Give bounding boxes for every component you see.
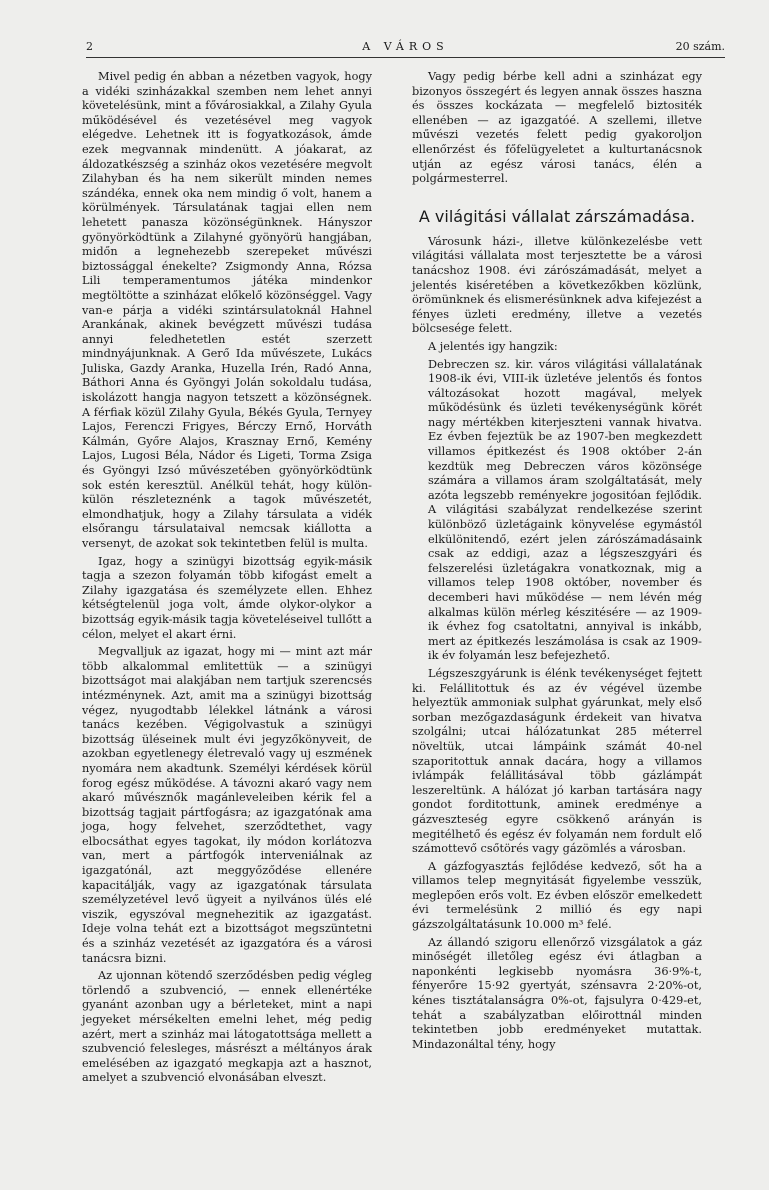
report-paragraph: Légszeszgyárunk is élénk tevékenységet fejtett ki. Felállitottuk és az év végével üzembe helyeztük ammoniak sulphat gyárunkat, mely első sorban mezőgazdaságunk érdekeit van hivatva szolgálni; utcai hálózatunkat 285 méterrel növeltük, utcai lámpáink számát 40-nel szaporitottuk annak dacára, hogy a villamos ivlámpák felállitásával több gázlámpát leszereltünk. A hálózat jó karban tartására nagy gondot forditottunk, aminek eredménye a gázveszteség egyre csökkenő arányán is megitélhető és egész év folyamán nem fordult elő számottevő csőtörés vagy gázömlés a városban. bbox=[412, 666, 702, 856]
report-paragraph: Debreczen sz. kir. város világitási vállalatának 1908-ik évi, VIII-ik üzletéve jelentős és fontos változásokat hozott magával, melyek működésünk és üzleti tevékenységünk körét nagy mértékben kiterjeszteni vannak hivatva. Ez évben fejeztük be az 1907-ben megkezdett villamos épitkezést és 1908 október 2-án kezdtük meg Debreczen város közönsége számára a villamos áram szolgáltatását, mely azóta legszebb reményekre jogositóan fejlődik. A világitási szabályzat rendelkezése szerint különböző üzletágaink könyvelése egymástól elkülönitendő, ezért jelen zárószámadásaink csak az eddigi, azaz a légszeszgyári és felszerelési üzletágakra vonatkoznak, mig a villamos telep 1908 október, november és decemberi havi működése — nem lévén még alkalmas külön mérleg készitésére — az 1909-ik évhez fog csatoltatni, annyival is inkább, mert az épitkezés leszámolása is csak az 1909-ik év folyamán lesz befejezhető. bbox=[428, 357, 702, 663]
header-rule bbox=[86, 57, 725, 58]
report-paragraph: A gázfogyasztás fejlődése kedvező, sőt ha a villamos telep megnyitását figyelembe vesszük, meglepően erős volt. Ez évben először emelkedett évi termelésünk 2 millió és egy napi gázszolgáltatásunk 10.000 m³ felé. bbox=[412, 859, 702, 932]
paragraph: Városunk házi-, illetve különkezelésbe vett világitási vállalata most terjesztette be a városi tanácshoz 1908. évi zárószámadását, melyet a jelentés kiséretében a következőkben közlünk, örömünknek és elismerésünknek adva kifejezést a fényes üzleti eredmény, illetve a vezetés bölcsesége felett. bbox=[412, 234, 702, 336]
paragraph: A jelentés igy hangzik: bbox=[428, 339, 558, 353]
page-number: 2 bbox=[86, 40, 93, 53]
paragraph: Vagy pedig bérbe kell adni a szinházat egy bizonyos összegért és legyen annak összes haszna és összes kockázata — megfelelő biztositék ellenében — az igazgatóé. A szellemi, illetve művészi vezetés felett pedig gyakoroljon ellenőrzést és főfelügyeletet a kulturtanácsnok utján az egész városi tanács, élén a polgármesterrel. bbox=[412, 70, 702, 186]
page-header bbox=[86, 40, 725, 58]
journal-title: A VÁROS bbox=[362, 40, 449, 53]
paragraph: Az ujonnan kötendő szerződésben pedig végleg törlendő a szubvenció, — ennek ellenértéke gyanánt azonban ugy a bérleteket, mint a napi jegyeket mérsékelten emelni lehet, még pedig azért, mert a szinház mai látogatottsága mellett a szubvenció felesleges, másrészt a méltányos árak emelésében az igazgató megkapja azt a hasznot, amelyet a szubvenció elvonásában elveszt. bbox=[82, 969, 372, 1085]
article-heading: A világitási vállalat zárszámadása. bbox=[418, 206, 696, 226]
issue-number: 20 szám. bbox=[675, 40, 725, 53]
paragraph: Megvalljuk az igazat, hogy mi — mint azt már több alkalommal emlitettük — a szinügyi bizottságot mai alakjában nem tartjuk szerencsés intézménynek. Azt, amit ma a szinügyi bizottság végez, nyugodtabb lélekkel látnánk a városi tanács kezében. Végigolvastuk a szinügyi bizottság üléseinek mult évi jegyzőkönyveit, de azokban egyetlenegy életrevaló vagy uj eszmének nyomára nem akadtunk. Személyi kérdések körül forog egész működése. A távozni akaró vagy nem akaró művésznők magánleveleiben kérik fel a bizottság tagjait pártfogásra; az igazgatónak ama joga, hogy felvehet, szerződtethet, vagy elbocsáthat egyes tagokat, ily módon korlátozva van, mert a pártfogók interveniálnak az igazgatónál, azt meggyőződése ellenére kapacitálják, vagy az igazgatónak társulata személyzetével levő ügyeit a nyilvános ülés elé viszik, egyszóval megnehezitik az igazgatást. Ideje volna tehát ezt a bizottságot megszüntetni és a szinház vezetését az igazgatóra és a városi tanácsra bizni. bbox=[82, 645, 372, 965]
right-column bbox=[412, 70, 702, 1055]
paragraph: Igaz, hogy a szinügyi bizottság egyik-másik tagja a szezon folyamán több kifogást emelt a Zilahy igazgatása és személyzete ellen. Ehhez kétségtelenül joga volt, ámde olykor-olykor a bizottság egyik-másik tagja követeléseivel tullőtt a célon, melyet el akart érni. bbox=[82, 554, 372, 641]
report-paragraph: Az állandó szigoru ellenőrző vizsgálatok a gáz minőségét illetőleg egész évi átlagban a naponkénti legkisebb nyomásra 36·9%-t, fényerőre 15·92 gyertyát, szénsavra 2·20%-ot, kénes tisztátalanságra 0%-ot, fajsulyra 0·429-et, tehát a szabályzatban előirottnál minden tekintetben jobb eredményeket mutattak. Mindazonáltal tény, hogy bbox=[412, 935, 702, 1051]
paragraph: Mivel pedig én abban a nézetben vagyok, hogy a vidéki szinházakkal szemben nem lehet annyi követelésünk, mint a fővárosiakkal, a Zilahy Gyula működésével és vezetésével meg vagyok elégedve. Lehetnek itt is fogyatkozások, ámde ezek megvannak mindenütt. A jóakarat, az áldozatkészség a szinház okos vezetésére megvolt Zilahyban és ha nem sikerült minden nemes szándéka, ennek oka nem mindig ő volt, hanem a körülmények. Társulatának tagjai ellen nem lehetett panasza közönségünknek. Hányszor gyönyörködtünk a Zilahyné gyönyörü hangjában, midőn a legnehezebb szerepeket művészi biztossággal énekelte? Zsigmondy Anna, Rózsa Lili temperamentumos játéka mindenkor megtöltötte a szinházat előkelő közönséggel. Vagy van-e párja a vidéki szintársulatoknál Hahnel Arankának, akinek bevégzett művészi tudása annyi feledhetetlen estét szerzett mindnyájunknak. A Gerő Ida művészete, Lukács Juliska, Gazdy Aranka, Huzella Irén, Radó Anna, Báthori Anna és Gyöngyi Jolán sokoldalu tudása, iskolázott hangja nagyon tetszett a közönségnek. A férfiak közül Zilahy Gyula, Békés Gyula, Ternyey Lajos, Ferenczi Frigyes, Bérczy Ernő, Horváth Kálmán, Győre Alajos, Krasznay Ernő, Kemény Lajos, Lugosi Béla, Nádor és Ligeti, Torma Zsiga és Gyöngyi Izsó művészetében gyönyörködtünk sok estén keresztül. Anélkül tehát, hogy külön-külön részleteznénk a tagok művészetét, elmondhatjuk, hogy a Zilahy társulata a vidék elsőrangu társulataival nemcsak kiállotta a versenyt, de azokat sok tekintetben felül is multa. bbox=[82, 70, 372, 550]
left-column bbox=[82, 70, 372, 1089]
